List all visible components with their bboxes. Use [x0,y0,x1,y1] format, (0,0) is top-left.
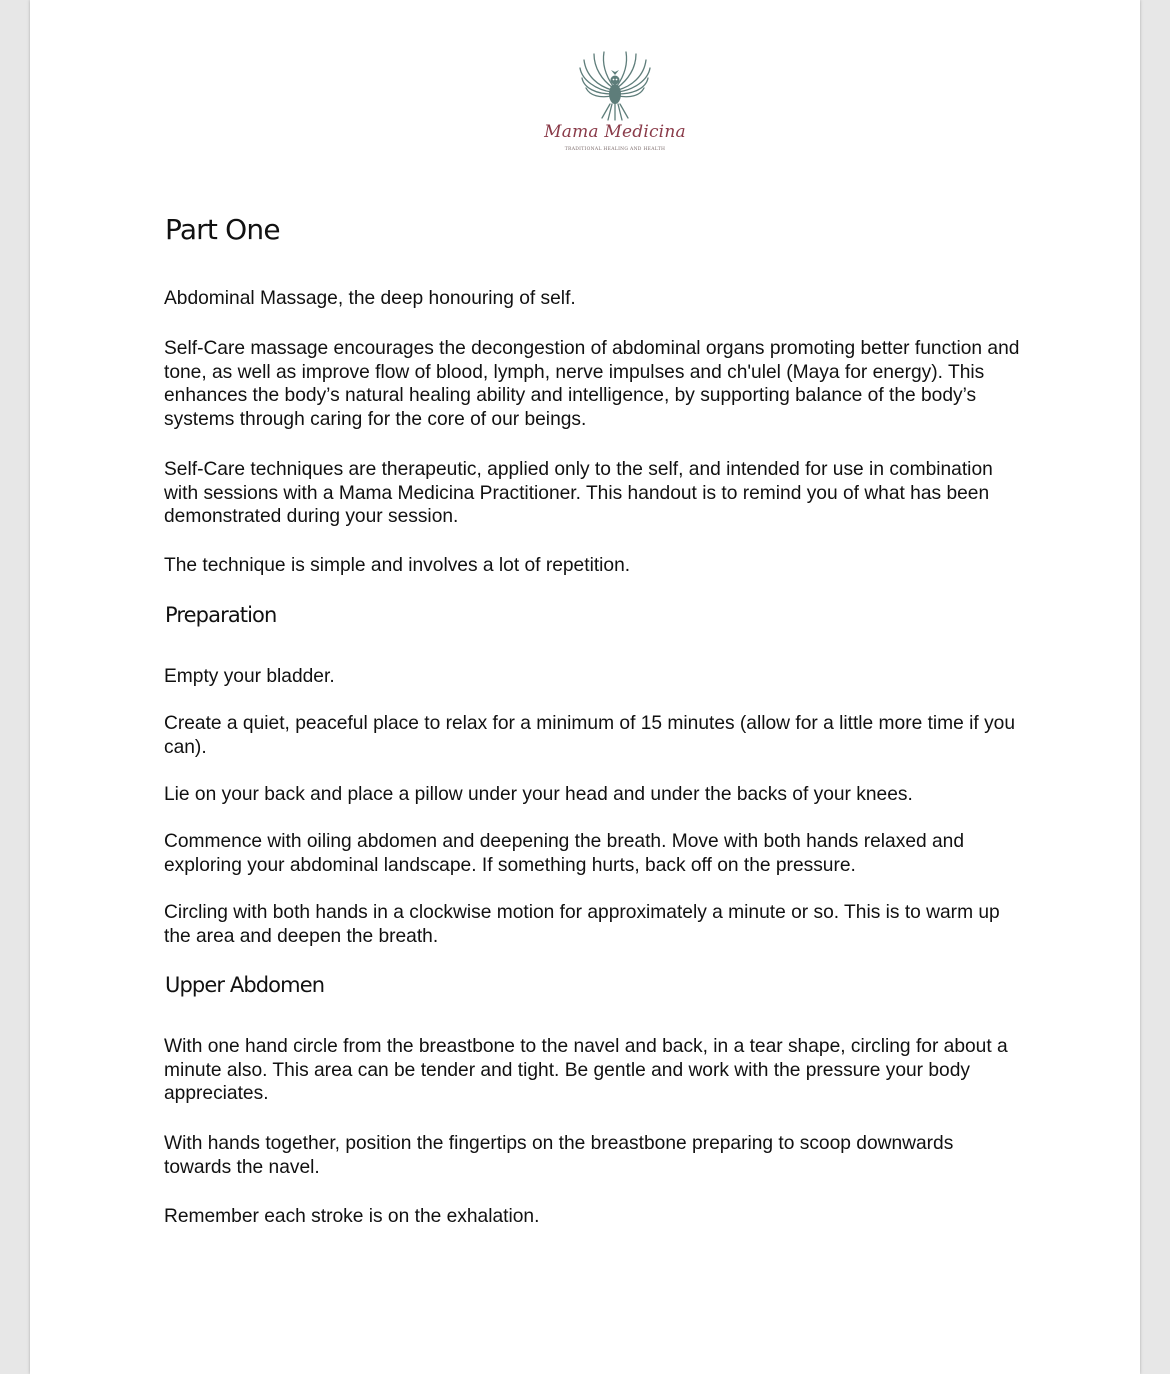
logo-brand-name: Mama Medicina [544,122,686,142]
preparation-paragraph: Lie on your back and place a pillow under your head and under the backs of your knees. [164,784,913,805]
preparation-paragraph: Circling with both hands in a clockwise motion for approximately a minute or so. This is to warm up the area and deepen the breath. [164,902,1000,947]
document-page [30,0,1140,1374]
section-heading-preparation: Preparation [165,603,277,627]
preparation-paragraph: Empty your bladder. [164,666,335,687]
intro-paragraph: Abdominal Massage, the deep honouring of self. [164,288,576,309]
logo-tagline: TRADITIONAL HEALING AND HEALTH [564,147,666,152]
mama-medicina-logo [540,46,690,164]
preparation-paragraph: Commence with oiling abdomen and deepening the breath. Move with both hands relaxed and exploring your abdominal landscape. If something hurts, back off on the pressure. [164,831,965,876]
section-heading-upper-abdomen: Upper Abdomen [165,973,325,997]
page-title: Part One [165,213,280,246]
winged-bird-icon [540,46,690,122]
intro-paragraph: Self-Care massage encourages the decongestion of abdominal organs promoting better function and tone, as well as improve flow of blood, lymph, nerve impulses and ch'ulel (Maya for energy). This enhances the body’s natural healing ability and intelligence, by supporting balance of the body’s systems through caring for the core of our beings. [164,338,1020,430]
intro-paragraph: Self-Care techniques are therapeutic, applied only to the self, and intended for use in combination with sessions with a Mama Medicina Practitioner. This handout is to remind you of what has been demonstrated during your session. [164,459,993,527]
upper-abdomen-paragraph: With one hand circle from the breastbone to the navel and back, in a tear shape, circling for about a minute also. This area can be tender and tight. Be gentle and work with the pressure your body appreciates. [164,1036,1008,1104]
upper-abdomen-paragraph: With hands together, position the fingertips on the breastbone preparing to scoop downwards towards the navel. [164,1133,954,1178]
intro-paragraph: The technique is simple and involves a lot of repetition. [164,555,631,576]
preparation-paragraph: Create a quiet, peaceful place to relax for a minimum of 15 minutes (allow for a little more time if you can). [164,713,1016,758]
upper-abdomen-paragraph: Remember each stroke is on the exhalation. [164,1206,540,1227]
